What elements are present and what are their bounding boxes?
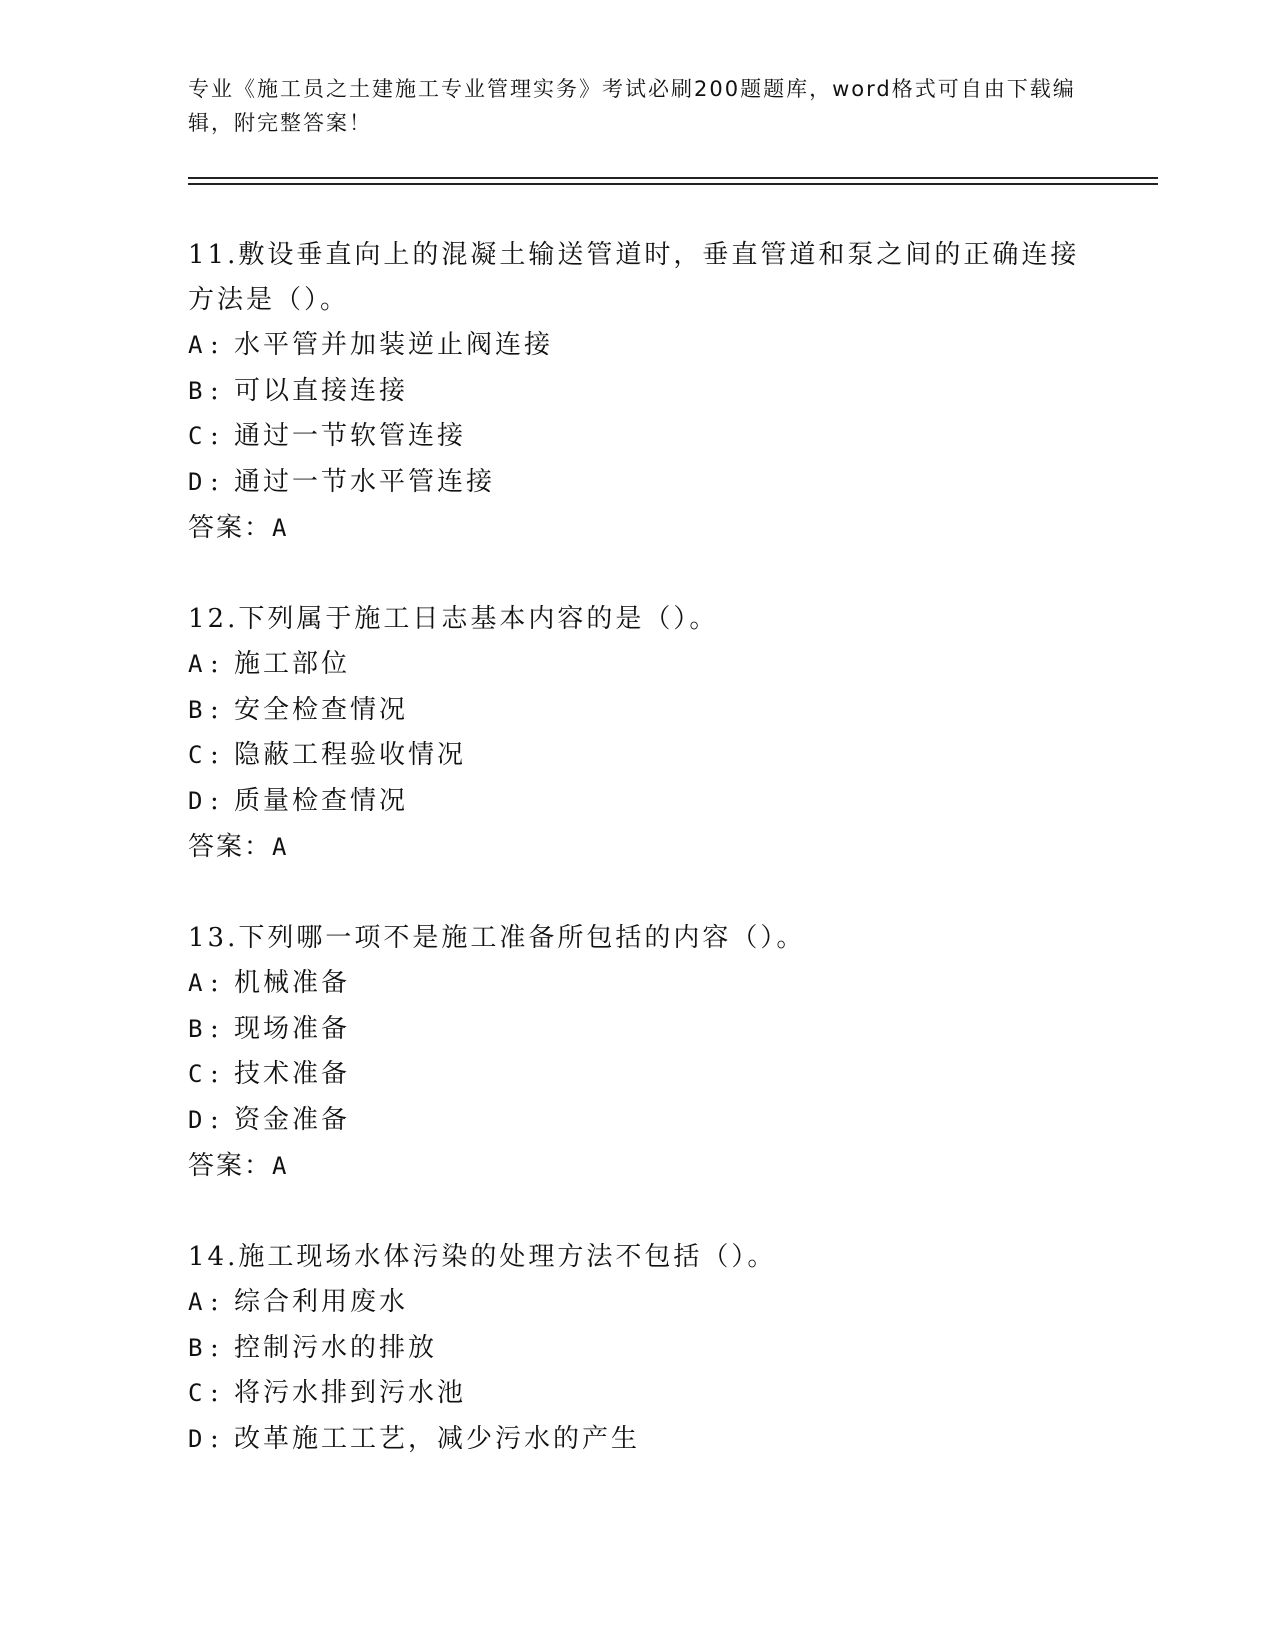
option-text: 资金准备: [234, 1104, 351, 1135]
option-letter: B: [188, 376, 206, 405]
answer-value: A: [272, 514, 289, 542]
option-text: 安全检查情况: [234, 694, 409, 725]
option-text: 施工部位: [234, 649, 351, 679]
option-text: 通过一节软管连接: [234, 421, 467, 451]
option-letter: C: [188, 422, 206, 450]
option-a: A : 施工部位: [188, 642, 1088, 688]
question-11: [188, 233, 1088, 551]
question-stem: 14.施工现场水体污染的处理方法不包括（）。: [188, 1242, 777, 1272]
option-list: [188, 1280, 1088, 1462]
option-letter: B: [188, 695, 206, 724]
option-c: C : 将污水排到污水池: [188, 1371, 1088, 1417]
option-a: A : 机械准备: [188, 961, 1088, 1007]
header-divider-top: [188, 177, 1158, 179]
option-b: B : 可以直接连接: [188, 369, 1088, 415]
answer-value: A: [272, 833, 289, 861]
question-stem: 12.下列属于施工日志基本内容的是（）。: [188, 604, 719, 634]
option-letter: A: [188, 331, 206, 359]
option-text: 质量检查情况: [234, 785, 409, 816]
option-letter: C: [188, 741, 206, 769]
option-letter: D: [188, 1424, 206, 1453]
option-text: 通过一节水平管连接: [234, 466, 496, 497]
option-a: A : 综合利用废水: [188, 1280, 1088, 1326]
answer-line: [188, 505, 1088, 551]
option-letter: D: [188, 1105, 206, 1134]
option-letter: A: [188, 969, 206, 997]
answer-label: 答案：: [188, 513, 273, 543]
header-divider-bottom: [188, 183, 1158, 185]
option-d: D : 质量检查情况: [188, 779, 1088, 825]
option-letter: C: [188, 1060, 206, 1088]
option-letter: B: [188, 1333, 206, 1362]
option-d: D : 改革施工工艺，减少污水的产生: [188, 1417, 1088, 1463]
option-list: [188, 323, 1088, 505]
option-b: B : 现场准备: [188, 1007, 1088, 1053]
option-list: [188, 961, 1088, 1143]
option-letter: A: [188, 1288, 206, 1316]
option-text: 综合利用废水: [234, 1287, 409, 1317]
option-text: 隐蔽工程验收情况: [234, 740, 467, 770]
answer-value: A: [272, 1152, 289, 1180]
option-letter: C: [188, 1379, 206, 1407]
option-letter: D: [188, 786, 206, 815]
option-text: 水平管并加装逆止阀连接: [234, 330, 554, 360]
question-stem: 11.敷设垂直向上的混凝土输送管道时，垂直管道和泵之间的正确连接方法是（）。: [188, 240, 1080, 315]
option-list: [188, 642, 1088, 824]
answer-label: 答案：: [188, 1151, 273, 1181]
option-a: A : 水平管并加装逆止阀连接: [188, 323, 1088, 369]
option-letter: A: [188, 650, 206, 678]
option-b: B : 安全检查情况: [188, 688, 1088, 734]
answer-line: [188, 824, 1088, 870]
option-text: 控制污水的排放: [234, 1332, 438, 1363]
option-letter: B: [188, 1014, 206, 1043]
question-14: [188, 1235, 1088, 1462]
answer-line: [188, 1143, 1088, 1189]
option-text: 技术准备: [234, 1059, 351, 1089]
option-c: C : 通过一节软管连接: [188, 414, 1088, 460]
option-text: 可以直接连接: [234, 375, 409, 406]
option-text: 机械准备: [234, 968, 351, 998]
option-c: C : 隐蔽工程验收情况: [188, 733, 1088, 779]
option-letter: D: [188, 467, 206, 496]
answer-label: 答案：: [188, 832, 273, 862]
question-12: [188, 597, 1088, 870]
question-stem: 13.下列哪一项不是施工准备所包括的内容（）。: [188, 923, 806, 953]
option-c: C : 技术准备: [188, 1052, 1088, 1098]
question-13: [188, 916, 1088, 1189]
option-d: D : 资金准备: [188, 1098, 1088, 1144]
option-text: 现场准备: [234, 1013, 351, 1044]
option-text: 将污水排到污水池: [234, 1378, 467, 1408]
option-b: B : 控制污水的排放: [188, 1326, 1088, 1372]
option-d: D : 通过一节水平管连接: [188, 460, 1088, 506]
option-text: 改革施工工艺，减少污水的产生: [234, 1423, 641, 1454]
document-header: 专业《施工员之土建施工专业管理实务》考试必刷200题题库，word格式可自由下载编辑，附完整答案！: [188, 77, 1076, 135]
